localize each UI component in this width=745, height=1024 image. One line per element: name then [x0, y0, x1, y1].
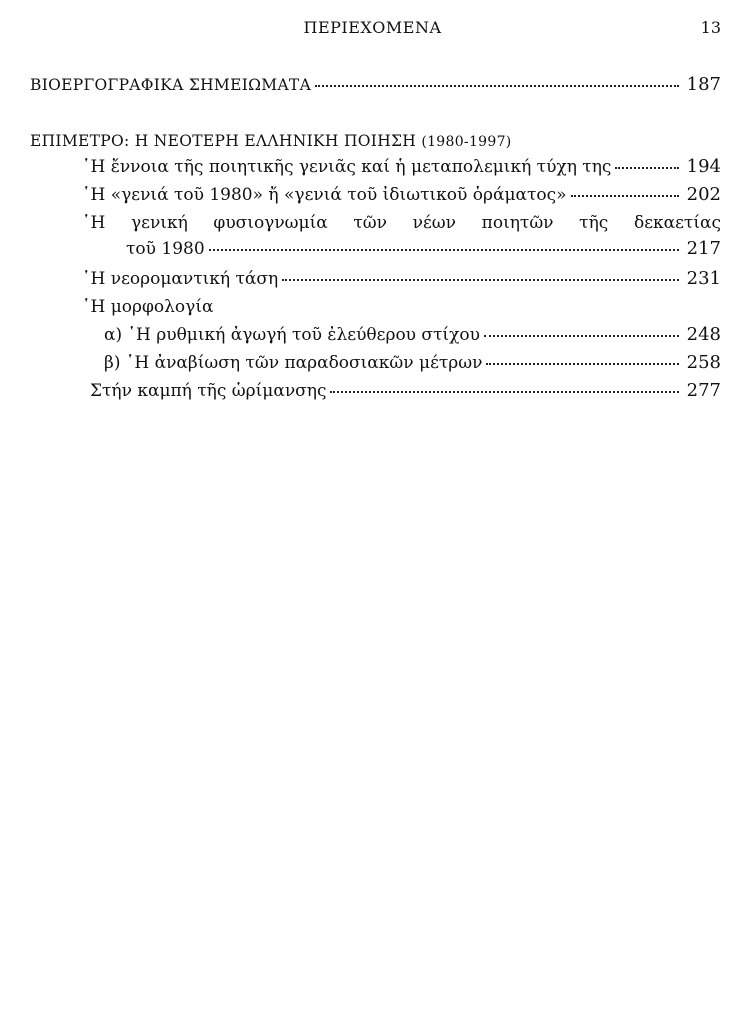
page-number: 13 [700, 18, 721, 37]
toc-entry-page: 187 [686, 74, 721, 95]
toc-entry-label: ῾Η «γενιά τοῦ 1980» ἤ «γενιά τοῦ ἰδιωτικοῦ ὁράματος» [82, 185, 567, 205]
toc-entry-label: ῾Η ἔννοια τῆς ποιητικῆς γενιᾶς καί ἡ μεταπολεμική τύχη της [82, 157, 612, 177]
section-heading-epimetro [30, 132, 512, 150]
toc-entry-page: 258 [686, 352, 721, 373]
dot-leader [486, 363, 678, 365]
dot-leader [330, 391, 678, 393]
toc-entry-label: ῾Η μορφολογία [82, 297, 214, 317]
toc-entry [82, 296, 721, 318]
toc-entry-bio-notes [30, 74, 721, 96]
toc-entry-page: 202 [686, 184, 721, 205]
toc-entry-label: α) ῾Η ρυθμική ἀγωγή τοῦ ἐλεύθερου στίχου [104, 325, 480, 345]
toc-entry-page: 248 [686, 324, 721, 345]
dot-leader [282, 279, 678, 281]
toc-subentry [104, 352, 721, 374]
section-heading-years: (1980-1997) [421, 134, 512, 150]
toc-entry-label: Στήν καμπή τῆς ὡρίμανσης [90, 381, 327, 401]
dot-leader [209, 249, 679, 251]
toc-entry-label: ΒΙΟΕΡΓΟΓΡΑΦΙΚΑ ΣΗΜΕΙΩΜΑΤΑ [30, 76, 312, 94]
toc-entry-page: 231 [686, 268, 721, 289]
toc-entry-page: 277 [686, 380, 721, 401]
toc-subentry [104, 324, 721, 346]
toc-entry-label: β) ῾Η ἀναβίωση τῶν παραδοσιακῶν μέτρων [104, 353, 483, 373]
toc-entry-label: τοῦ 1980 [126, 239, 205, 259]
toc-entry-label: ῾Η νεορομαντική τάση [82, 269, 279, 289]
toc-entry [126, 238, 721, 260]
toc-entry-label-line1: ῾Η γενική φυσιογνωμία τῶν νέων ποιητῶν τῆς δεκαετίας [82, 213, 721, 233]
dot-leader [315, 85, 679, 87]
toc-entry [90, 380, 721, 402]
toc-entry-page: 217 [686, 238, 721, 259]
dot-leader [615, 167, 678, 169]
running-title: ΠΕΡΙΕΧΟΜΕΝΑ [303, 18, 442, 37]
toc-entry [82, 184, 721, 206]
toc-entry [82, 156, 721, 178]
dot-leader [484, 335, 679, 337]
section-heading-title: ΕΠΙΜΕΤΡΟ: Η ΝΕΟΤΕΡΗ ΕΛΛΗΝΙΚΗ ΠΟΙΗΣΗ [30, 132, 417, 150]
toc-entry-page: 194 [686, 156, 721, 177]
toc-entry [82, 268, 721, 290]
dot-leader [571, 195, 679, 197]
running-header [0, 18, 745, 42]
